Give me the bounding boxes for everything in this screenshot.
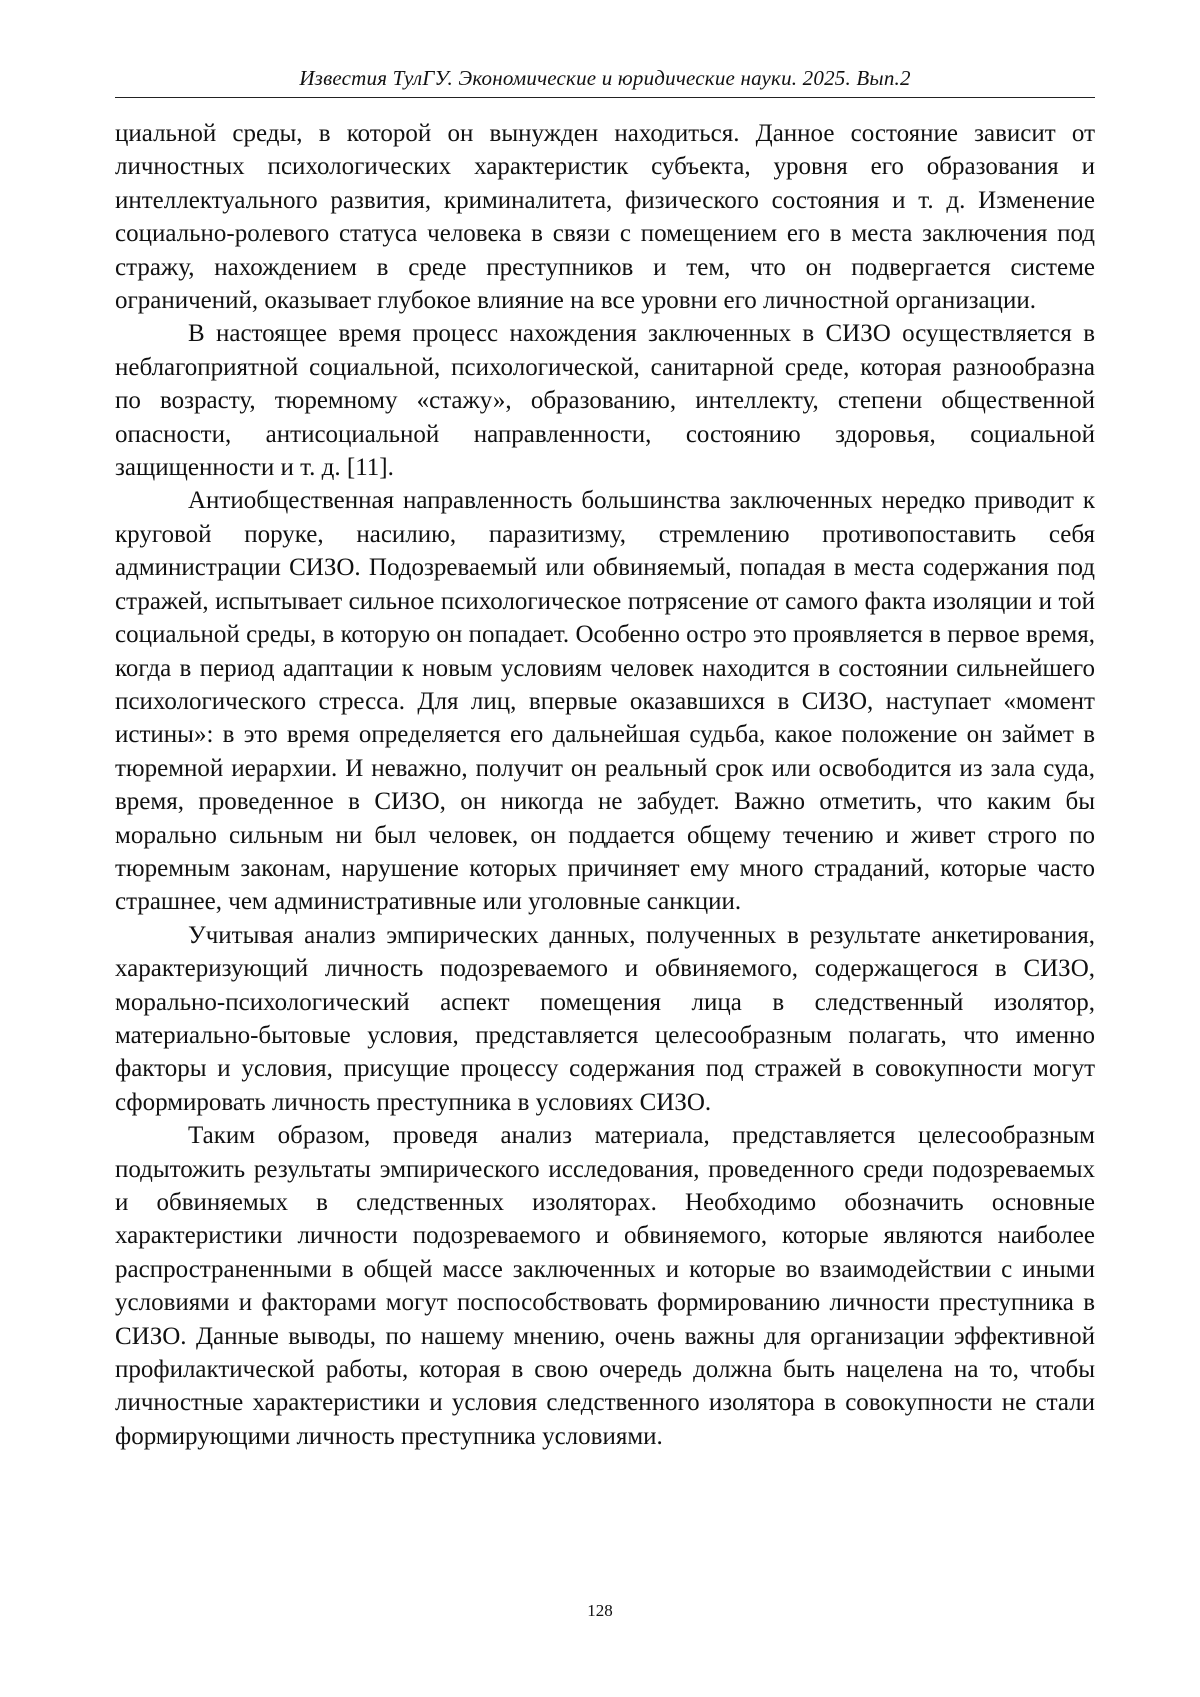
body-text [115,117,1095,1453]
page-number: 128 [587,1601,613,1620]
paragraph: Учитывая анализ эмпирических данных, полученных в результате анкетирования, характеризующий личность подозреваемого и обвиняемого, содержащегося в СИЗО, морально-психологический аспект помещения лица в следственный изолятор, материально-бытовые условия, представляется целесообразным полагать, что именно факторы и условия, присущие процессу содержания под стражей в совокупности могут сформировать личность преступника в условиях СИЗО. [115,921,1095,1116]
header-divider [115,97,1095,98]
paragraph: В настоящее время процесс нахождения заключенных в СИЗО осуществляется в неблагоприятной социальной, психологической, санитарной среде, которая разнообразна по возрасту, тюремному «стажу», образованию, интеллекту, степени общественной опасности, антисоциальной направленности, состоянию здоровья, социальной защищенности и т. д. [11]. [115,320,1095,482]
paragraph-continuation: циальной среды, в которой он вынужден находиться. Данное состояние зависит от личностных психологических характеристик субъекта, уровня его образования и интеллектуального развития, криминалитета, физического состояния и т. д. Изменение социально-ролевого статуса человека в связи с помещением его в места заключения под стражу, нахождением в среде преступников и тем, что он подвергается системе ограничений, оказывает глубокое влияние на все уровни его личностной организации. [115,120,1095,315]
paragraph: Антиобщественная направленность большинства заключенных нередко приводит к круговой поруке, насилию, паразитизму, стремлению противопоставить себя администрации СИЗО. Подозреваемый или обвиняемый, попадая в места содержания под стражей, испытывает сильное психологическое потрясение от самого факта изоляции и той социальной среды, в которую он попадает. Особенно остро это проявляется в первое время, когда в период адаптации к новым условиям человек находится в состоянии сильнейшего психологического стресса. Для лиц, впервые оказавшихся в СИЗО, наступает «момент истины»: в это время определяется его дальнейшая судьба, какое положение он займет в тюремной иерархии. И неважно, получит он реальный срок или освободится из зала суда, время, проведенное в СИЗО, он никогда не забудет. Важно отметить, что каким бы морально сильным ни был человек, он поддается общему течению и живет строго по тюремным законам, нарушение которых причиняет ему много страданий, которые часто страшнее, чем административные или уголовные санкции. [115,487,1095,916]
paragraph: Таким образом, проведя анализ материала, представляется целесообразным подытожить результаты эмпирического исследования, проведенного среди подозреваемых и обвиняемых в следственных изоляторах. Необходимо обозначить основные характеристики личности подозреваемого и обвиняемого, которые являются наиболее распространенными в общей массе заключенных и которые во взаимодействии с иными условиями и факторами могут поспособствовать формированию личности преступника в СИЗО. Данные выводы, по нашему мнению, очень важны для организации эффективной профилактической работы, которая в свою очередь должна быть нацелена на то, чтобы личностные характеристики и условия следственного изолятора в совокупности не стали формирующими личность преступника условиями. [115,1122,1095,1450]
running-header: Известия ТулГУ. Экономические и юридические науки. 2025. Вып.2 [299,66,911,90]
